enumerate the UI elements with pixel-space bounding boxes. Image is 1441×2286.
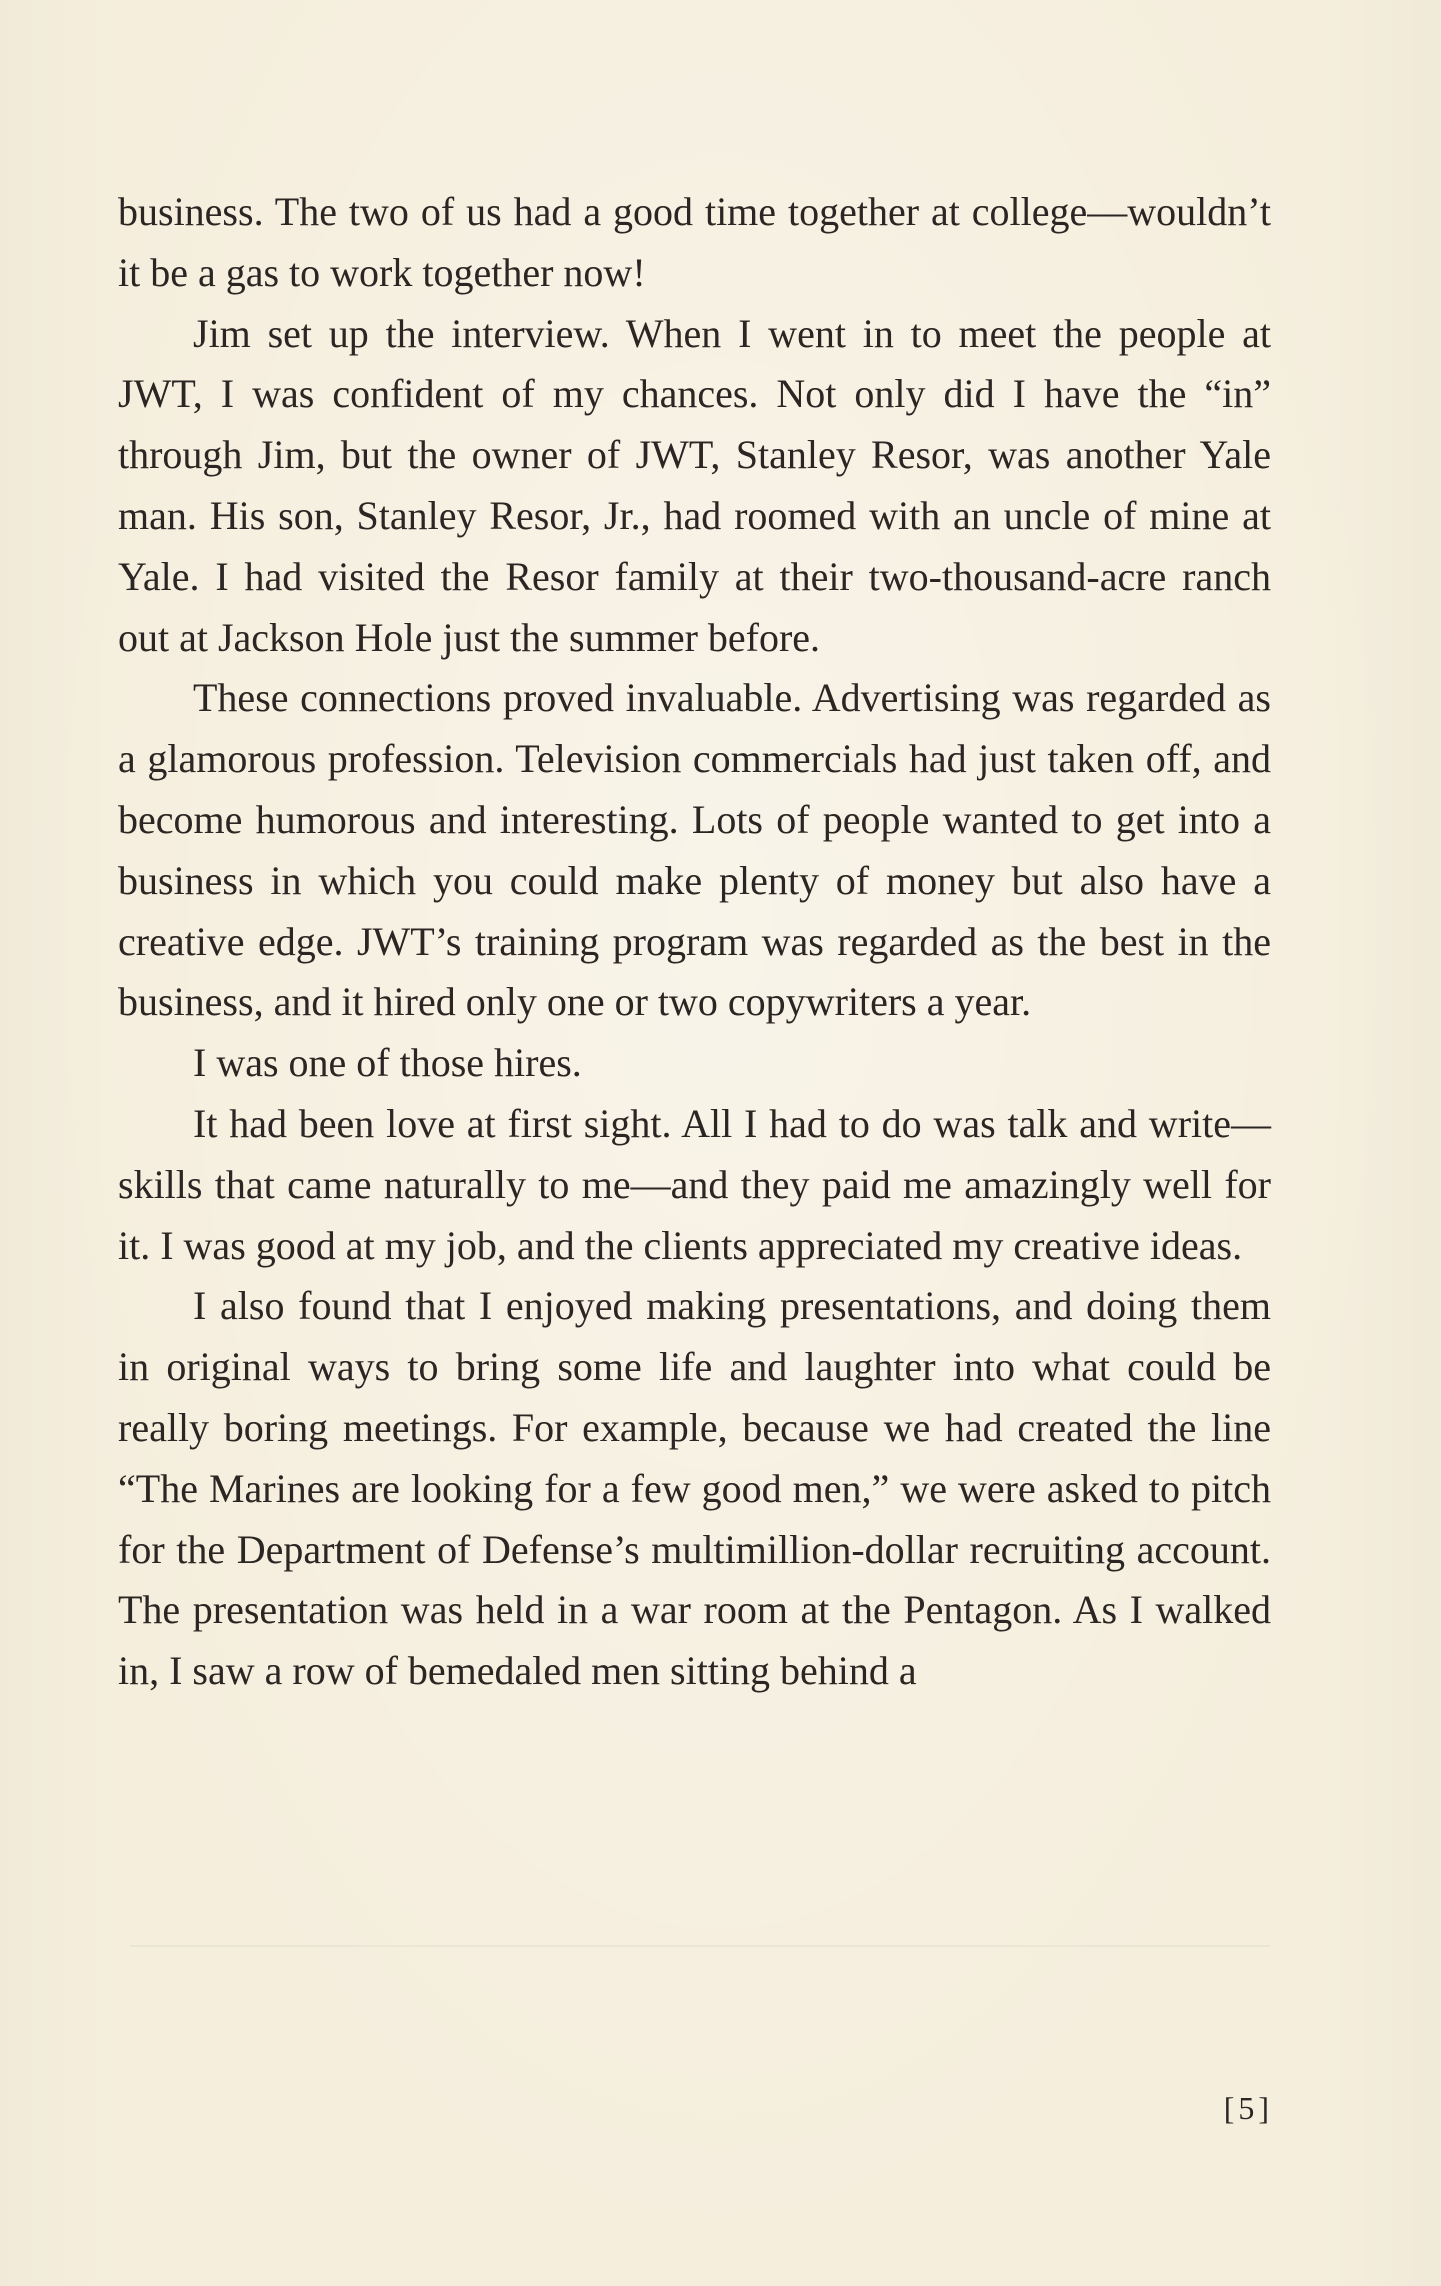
- paragraph-1: business. The two of us had a good time together at college—wouldn’t it be a gas to work together now!: [118, 189, 1271, 295]
- paragraph-3: These connections proved invaluable. Advertising was regarded as a glamorous profession. Television commercials had just taken off, and become humorous and interesting. Lots of people wanted to get into a business in which you could make plenty of money but also have a creative edge. JWT’s training program was regarded as the best in the business, and it hired only one or two copywriters a year.: [118, 675, 1271, 1025]
- body-text: [118, 182, 1271, 1702]
- paragraph-5: It had been love at first sight. All I had to do was talk and write—skills that came naturally to me—and they paid me amazingly well for it. I was good at my job, and the clients appreciated my creative ideas.: [118, 1100, 1271, 1268]
- show-through-line: [130, 1945, 1270, 1947]
- paragraph-2: Jim set up the interview. When I went in to meet the people at JWT, I was confident of my chances. Not only did I have the “in” through Jim, but the owner of JWT, Stanley Resor, was another Yale man. His son, Stanley Resor, Jr., had roomed with an uncle of mine at Yale. I had visited the Resor family at their two-thousand-acre ranch out at Jackson Hole just the summer before.: [118, 310, 1271, 660]
- paragraph-6: I also found that I enjoyed making presentations, and doing them in original ways to bring some life and laughter into what could be really boring meetings. For example, because we had created the line “The Marines are looking for a few good men,” we were asked to pitch for the Department of Defense’s multimillion-dollar recruiting account. The presentation was held in a war room at the Pentagon. As I walked in, I saw a row of bemedaled men sitting behind a: [118, 1283, 1271, 1694]
- paragraph-4: I was one of those hires.: [193, 1040, 582, 1086]
- page-number: [5]: [1223, 2090, 1273, 2126]
